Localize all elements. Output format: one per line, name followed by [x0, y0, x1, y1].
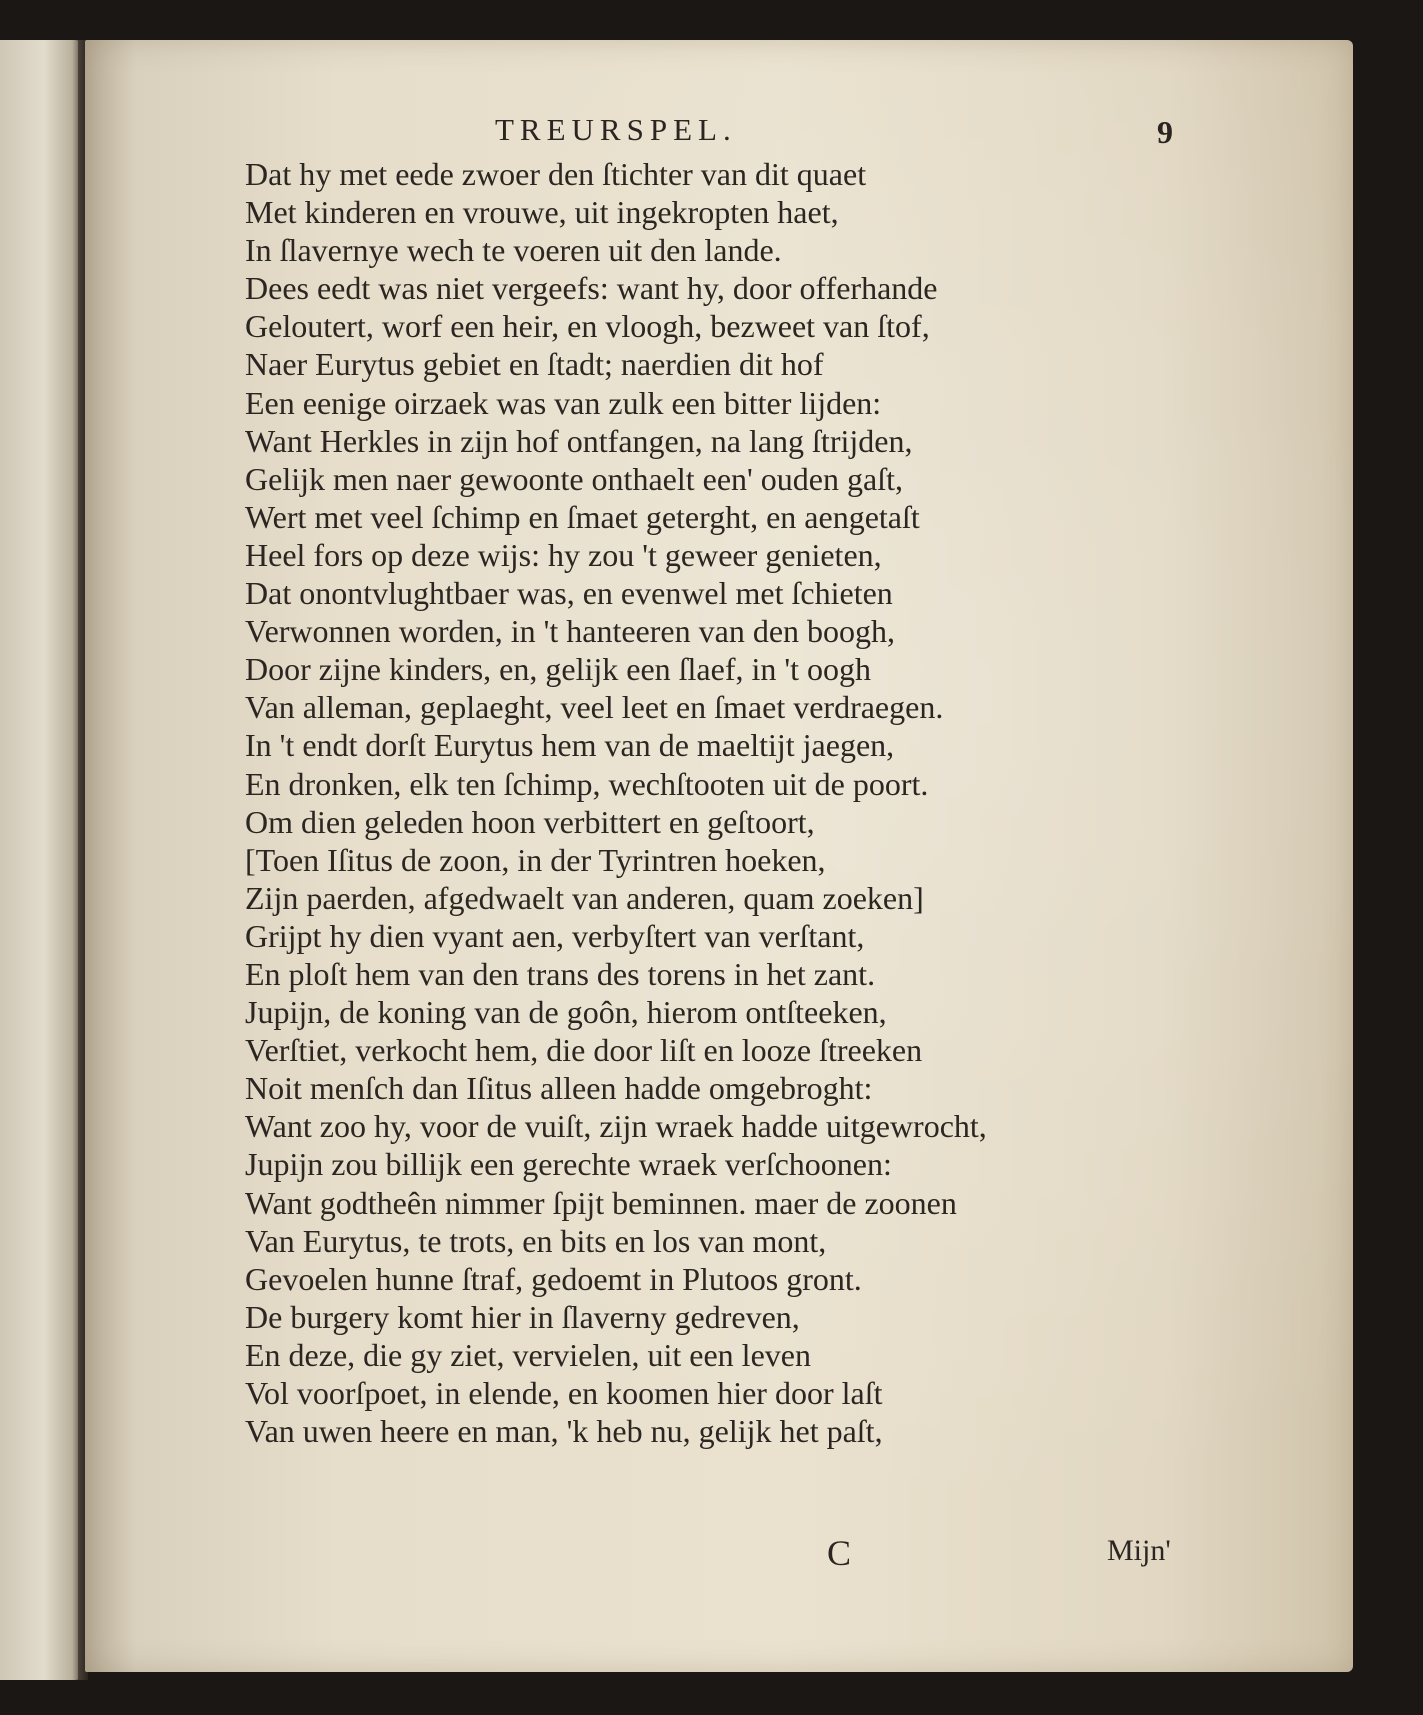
verse-line: Geloutert, worf een heir, en vloogh, bezweet van ſtof, [245, 308, 930, 345]
verse-line: Door zijne kinders, en, gelijk een ſlaef, in 't oogh [245, 651, 872, 688]
book-page [85, 40, 1353, 1672]
verse-line: Want zoo hy, voor de vuiſt, zijn wraek hadde uitgewrocht, [245, 1108, 987, 1145]
verse-line: Wert met veel ſchimp en ſmaet geterght, en aengetaſt [245, 498, 920, 535]
verse-line: Jupijn, de koning van de goôn, hierom ontſteeken, [245, 994, 887, 1031]
verse-line: In ſlavernye wech te voeren uit den lande. [245, 232, 782, 269]
verse-line: Want Herkles in zijn hof ontfangen, na lang ſtrijden, [245, 422, 913, 459]
verse-line: Zijn paerden, afgedwaelt van anderen, quam zoeken] [245, 879, 924, 916]
verse-line: Van Eurytus, te trots, en bits en los van mont, [245, 1222, 827, 1259]
catchword: Mijn' [1107, 1534, 1171, 1567]
verse-line: Vol voorſpoet, in elende, en koomen hier door laſt [245, 1375, 883, 1411]
verse-line: Om dien geleden hoon verbittert en geſtoort, [245, 803, 815, 840]
verse-line: Dees eedt was niet vergeefs: want hy, door offerhande [245, 270, 938, 307]
verse-line: Van uwen heere en man, 'k heb nu, gelijk het paſt, [245, 1413, 883, 1450]
verse-line: [Toen Iſitus de zoon, in der Tyrintren hoeken, [245, 841, 826, 878]
verse-line: Verſtiet, verkocht hem, die door liſt en looze ſtreeken [245, 1032, 923, 1069]
verse-line: In 't endt dorſt Eurytus hem van de maeltijt jaegen, [245, 727, 895, 764]
verse-line: Met kinderen en vrouwe, uit ingekropten haet, [245, 194, 839, 231]
verse-line: Noit menſch dan Iſitus alleen hadde omgebroght: [245, 1070, 873, 1107]
verse-line: De burgery komt hier in ſlaverny gedreven, [245, 1298, 800, 1335]
verse-line: Gevoelen hunne ſtraf, gedoemt in Plutoos gront. [245, 1260, 862, 1297]
verse-line: Verwonnen worden, in 't hanteeren van den boogh, [245, 613, 896, 650]
verse-line: Jupijn zou billijk een gerechte wraek verſchoonen: [245, 1146, 892, 1183]
verse-line: Van alleman, geplaeght, veel leet en ſmaet verdraegen. [245, 689, 944, 726]
verse-line: Heel fors op deze wijs: hy zou 't geweer genieten, [245, 536, 882, 573]
verse-line: Gelijk men naer gewoonte onthaelt een' ouden gaſt, [245, 460, 903, 497]
verse-line: Dat hy met eede zwoer den ſtichter van dit quaet [245, 156, 867, 192]
verse-line: Een eenige oirzaek was van zulk een bitter lijden: [245, 384, 882, 421]
page-number: 9 [1157, 114, 1173, 150]
running-head: TREURSPEL. [495, 112, 737, 147]
verse-line: Dat onontvlughtbaer was, en evenwel met ſchieten [245, 575, 893, 612]
left-page-edge [0, 40, 80, 1680]
verse-line: En dronken, elk ten ſchimp, wechſtooten uit de poort. [245, 765, 929, 802]
verse-text [245, 155, 1325, 1450]
verse-line: En ploſt hem van den trans des torens in het zant. [245, 955, 876, 992]
verse-line: Grijpt hy dien vyant aen, verbyſtert van verſtant, [245, 917, 865, 954]
verse-line: Naer Eurytus gebiet en ſtadt; naerdien dit hof [245, 346, 824, 383]
verse-line: Want godtheên nimmer ſpijt beminnen. maer de zoonen [245, 1184, 957, 1221]
verse-line: En deze, die gy ziet, vervielen, uit een leven [245, 1336, 811, 1373]
signature-mark: C [827, 1533, 852, 1573]
